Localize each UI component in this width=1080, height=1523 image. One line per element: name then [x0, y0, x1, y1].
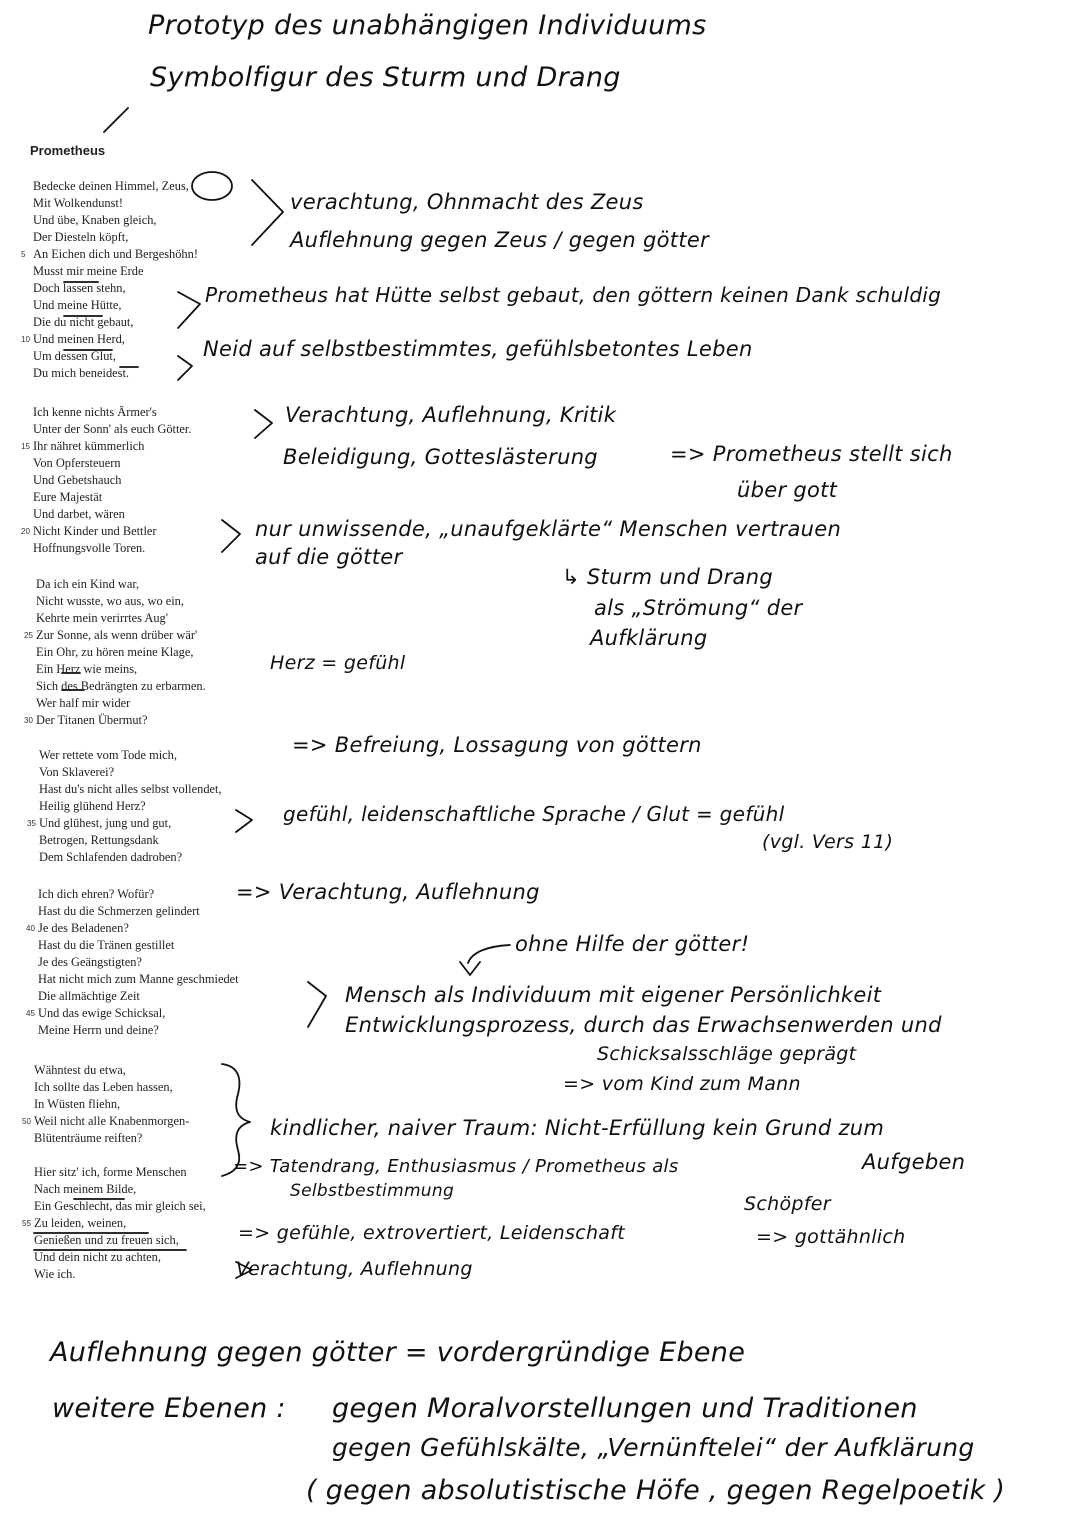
note: gefühl, leidenschaftliche Sprache / Glut = gefühl	[283, 802, 785, 826]
note: Aufklärung	[590, 626, 708, 650]
poem-line-text: Hast du die Schmerzen gelindert	[38, 904, 200, 918]
note: (vgl. Vers 11)	[762, 831, 894, 853]
poem-line-text: Und glühest, jung und gut,	[39, 816, 172, 830]
line-number: 35	[27, 819, 36, 828]
poem-line-text: Dem Schlafenden dadroben?	[39, 850, 183, 864]
note: Mensch als Individuum mit eigener Persönlichkeit	[345, 983, 882, 1007]
note: Verachtung, Auflehnung	[236, 1258, 473, 1280]
line-number: 55	[22, 1219, 31, 1228]
note: Selbstbestimmung	[290, 1181, 455, 1201]
header-pointer-line	[104, 108, 128, 132]
note: Herz = gefühl	[270, 652, 406, 674]
poem-line-text: Und meinen Herd,	[33, 332, 125, 346]
poem-line-text: Da ich ein Kind war,	[36, 577, 140, 591]
poem-line-text: Bedecke deinen Himmel, Zeus,	[33, 179, 189, 193]
poem-line-text: Heilig glühend Herz?	[39, 799, 146, 813]
poem-line-text: Und dein nicht zu achten,	[34, 1250, 161, 1264]
poem-line-text: Die du nicht gebaut,	[33, 315, 134, 329]
poem-line-text: Und übe, Knaben gleich,	[33, 213, 157, 227]
poem-line-text: Ich kenne nichts Ärmer's	[33, 405, 157, 419]
poem-line-text: Hast du's nicht alles selbst vollendet,	[39, 782, 222, 796]
note: nur unwissende, „unaufgeklärte“ Menschen vertrauen	[255, 517, 842, 541]
poem-title: Prometheus	[30, 143, 106, 158]
bracket-mark	[178, 356, 192, 380]
line-number: 20	[21, 527, 30, 536]
poem-line-text: Blütenträume reiften?	[34, 1131, 143, 1145]
note: => Befreiung, Lossagung von göttern	[292, 733, 702, 757]
header-line-1: Prototyp des unabhängigen Individuums	[148, 10, 707, 41]
bracket-mark	[178, 292, 200, 328]
poem-line-text: Zu leiden, weinen,	[34, 1216, 127, 1230]
note: Verachtung, Auflehnung, Kritik	[285, 403, 617, 427]
note: => Verachtung, Auflehnung	[236, 880, 540, 904]
line-number: 45	[26, 1009, 35, 1018]
note: über gott	[737, 478, 838, 502]
poem-line-text: Von Opfersteuern	[33, 456, 121, 470]
note: => Prometheus stellt sich	[670, 442, 953, 466]
note: Beleidigung, Gotteslästerung	[283, 445, 598, 469]
poem-line-text: Genießen und zu freuen sich,	[34, 1233, 179, 1247]
summary-line-1: Auflehnung gegen götter = vordergründige Ebene	[50, 1337, 746, 1368]
summary-line-5: ( gegen absolutistische Höfe , gegen Regelpoetik )	[306, 1475, 1006, 1506]
note: auf die götter	[255, 545, 403, 569]
poem-line-text: Der Diesteln köpft,	[33, 230, 129, 244]
poem-line-text: Um dessen Glut,	[33, 349, 116, 363]
note: Schicksalsschläge geprägt	[597, 1043, 857, 1065]
line-number: 40	[26, 924, 35, 933]
poem-line-text: Je des Beladenen?	[38, 921, 129, 935]
poem-line-text: Ich sollte das Leben hassen,	[34, 1080, 173, 1094]
note: ohne Hilfe der götter!	[515, 932, 750, 956]
summary-line-2: weitere Ebenen :	[52, 1393, 286, 1424]
poem-line-text: Eure Majestät	[33, 490, 103, 504]
note: => vom Kind zum Mann	[563, 1073, 801, 1095]
line-number: 25	[24, 631, 33, 640]
note: => gefühle, extrovertiert, Leidenschaft	[238, 1222, 625, 1244]
poem-line-text: Hast du die Tränen gestillet	[38, 938, 175, 952]
poem-line-text: Wie ich.	[34, 1267, 76, 1281]
note: Aufgeben	[862, 1150, 966, 1174]
note: => gottähnlich	[756, 1226, 906, 1248]
bracket-mark	[255, 410, 272, 438]
note: => Tatendrang, Enthusiasmus / Prometheus als	[233, 1156, 679, 1177]
bracket-mark	[222, 1064, 250, 1176]
poem-line-text: Von Sklaverei?	[39, 765, 115, 779]
poem-line-text: Nach meinem Bilde,	[34, 1182, 137, 1196]
poem-line-text: Je des Geängstigten?	[38, 955, 142, 969]
poem-line-text: Ein Geschlecht, das mir gleich sei,	[34, 1199, 206, 1213]
poem-line-text: Wer half mir wider	[36, 696, 131, 710]
poem-line-text: An Eichen dich und Bergeshöhn!	[33, 247, 198, 261]
bracket-mark	[252, 180, 283, 245]
line-number: 15	[21, 442, 30, 451]
note: kindlicher, naiver Traum: Nicht-Erfüllung kein Grund zum	[270, 1116, 885, 1140]
bracket-mark	[308, 982, 326, 1027]
note: Schöpfer	[744, 1193, 831, 1215]
poem-line-text: Du mich beneidest.	[33, 366, 130, 380]
summary-line-3: gegen Moralvorstellungen und Traditionen	[332, 1393, 918, 1424]
poem-line-text: Kehrte mein verirrtes Aug'	[36, 611, 168, 625]
line-number: 5	[21, 250, 26, 259]
poem-line-text: Musst mir meine Erde	[33, 264, 144, 278]
poem-line-text: Mit Wolkendunst!	[33, 196, 123, 210]
line-number: 50	[22, 1117, 31, 1126]
bracket-mark	[222, 520, 240, 552]
poem-line-text: Hier sitz' ich, forme Menschen	[34, 1165, 187, 1179]
poem-line-text: Sich des Bedrängten zu erbarmen.	[36, 679, 206, 693]
poem-line-text: Ein Ohr, zu hören meine Klage,	[36, 645, 194, 659]
poem-line-text: Wer rettete vom Tode mich,	[39, 748, 177, 762]
poem-line-text: Betrogen, Rettungsdank	[39, 833, 159, 847]
note: ↳ Sturm und Drang	[562, 565, 773, 589]
poem-line-text: Nicht Kinder und Bettler	[33, 524, 157, 538]
poem-line-text: Meine Herrn und deine?	[38, 1023, 159, 1037]
down-arrow-icon	[460, 945, 510, 975]
poem-line-text: Hoffnungsvolle Toren.	[33, 541, 146, 555]
note: als „Strömung“ der	[594, 596, 803, 620]
poem-line-text: Und meine Hütte,	[33, 298, 122, 312]
line-number: 10	[21, 335, 30, 344]
header-line-2: Symbolfigur des Sturm und Drang	[150, 62, 621, 93]
note: Entwicklungsprozess, durch das Erwachsenwerden und	[345, 1013, 942, 1037]
poem-line-text: Ich dich ehren? Wofür?	[38, 887, 155, 901]
note: verachtung, Ohnmacht des Zeus	[290, 190, 644, 214]
poem-line-text: Unter der Sonn' als euch Götter.	[33, 422, 192, 436]
poem-line-text: Ihr nähret kümmerlich	[33, 439, 145, 453]
note: Auflehnung gegen Zeus / gegen götter	[290, 228, 710, 252]
poem-line-text: Die allmächtige Zeit	[38, 989, 140, 1003]
poem-line-text: Ein Herz wie meins,	[36, 662, 138, 676]
poem-line-text: Hat nicht mich zum Manne geschmiedet	[38, 972, 239, 986]
bracket-mark	[236, 810, 252, 832]
line-number: 30	[24, 716, 33, 725]
poem-line-text: Doch lassen stehn,	[33, 281, 126, 295]
poem-line-text: Und darbet, wären	[33, 507, 125, 521]
poem-line-text: Zur Sonne, als wenn drüber wär'	[36, 628, 198, 642]
poem-line-text: Der Titanen Übermut?	[36, 713, 148, 727]
poem-line-text: Weil nicht alle Knabenmorgen-	[34, 1114, 190, 1128]
bracket-mark	[236, 1262, 252, 1278]
zeus-circle-mark	[192, 172, 232, 200]
summary-line-4: gegen Gefühlskälte, „Vernünftelei“ der Aufklärung	[332, 1433, 975, 1462]
poem-line-text: Und Gebetshauch	[33, 473, 122, 487]
note: Neid auf selbstbestimmtes, gefühlsbetontes Leben	[203, 337, 753, 361]
poem-line-text: Und das ewige Schicksal,	[38, 1006, 166, 1020]
note: Prometheus hat Hütte selbst gebaut, den göttern keinen Dank schuldig	[205, 283, 942, 307]
poem-line-text: In Wüsten fliehn,	[34, 1097, 121, 1111]
poem-line-text: Wähntest du etwa,	[34, 1063, 126, 1077]
poem-line-text: Nicht wusste, wo aus, wo ein,	[36, 594, 184, 608]
